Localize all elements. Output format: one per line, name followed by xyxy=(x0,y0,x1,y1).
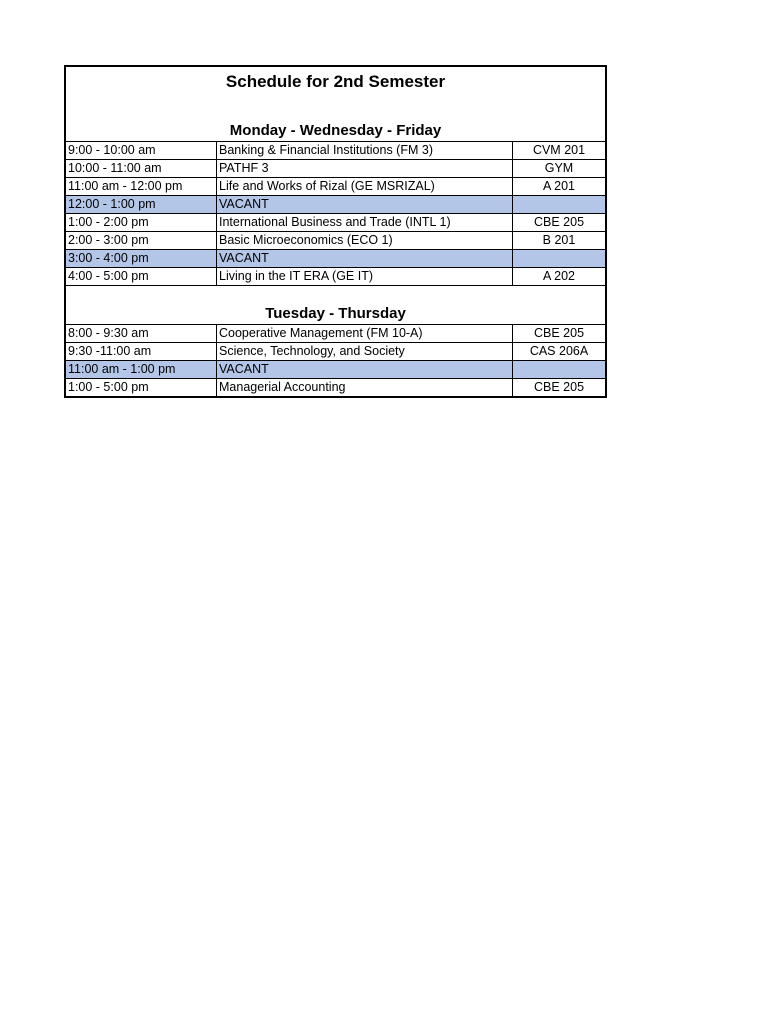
section-gap xyxy=(66,285,605,324)
room-cell xyxy=(513,250,606,268)
time-cell: 1:00 - 2:00 pm xyxy=(66,214,217,232)
room-cell: CAS 206A xyxy=(513,343,606,361)
time-cell: 10:00 - 11:00 am xyxy=(66,160,217,178)
schedule-table-tth xyxy=(66,324,605,396)
subject-cell: VACANT xyxy=(217,361,513,379)
time-cell: 1:00 - 5:00 pm xyxy=(66,379,217,397)
table-row-vacant xyxy=(66,361,605,379)
schedule-sheet xyxy=(64,65,607,398)
table-row xyxy=(66,379,605,397)
time-cell: 12:00 - 1:00 pm xyxy=(66,196,217,214)
table-row xyxy=(66,325,605,343)
subject-cell: VACANT xyxy=(217,250,513,268)
subject-cell: Living in the IT ERA (GE IT) xyxy=(217,268,513,286)
table-row xyxy=(66,343,605,361)
subject-cell: Basic Microeconomics (ECO 1) xyxy=(217,232,513,250)
time-cell: 2:00 - 3:00 pm xyxy=(66,232,217,250)
subject-cell: Science, Technology, and Society xyxy=(217,343,513,361)
subject-cell: Life and Works of Rizal (GE MSRIZAL) xyxy=(217,178,513,196)
room-cell xyxy=(513,361,606,379)
subject-cell: Managerial Accounting xyxy=(217,379,513,397)
schedule-table-mwf xyxy=(66,141,605,285)
schedule-table-body xyxy=(66,325,605,397)
subject-cell: PATHF 3 xyxy=(217,160,513,178)
table-row xyxy=(66,160,605,178)
room-cell: GYM xyxy=(513,160,606,178)
table-row xyxy=(66,142,605,160)
room-cell: A 202 xyxy=(513,268,606,286)
time-cell: 3:00 - 4:00 pm xyxy=(66,250,217,268)
table-row xyxy=(66,232,605,250)
time-cell: 9:30 -11:00 am xyxy=(66,343,217,361)
subject-cell: VACANT xyxy=(217,196,513,214)
room-cell: CBE 205 xyxy=(513,325,606,343)
section-heading-tth: Tuesday - Thursday xyxy=(265,305,406,322)
table-row-vacant xyxy=(66,250,605,268)
table-row-vacant xyxy=(66,196,605,214)
time-cell: 4:00 - 5:00 pm xyxy=(66,268,217,286)
room-cell: CVM 201 xyxy=(513,142,606,160)
time-cell: 8:00 - 9:30 am xyxy=(66,325,217,343)
room-cell: CBE 205 xyxy=(513,214,606,232)
time-cell: 11:00 am - 12:00 pm xyxy=(66,178,217,196)
page-title: Schedule for 2nd Semester xyxy=(225,72,446,91)
table-row xyxy=(66,268,605,286)
table-row xyxy=(66,178,605,196)
title-block xyxy=(66,67,605,141)
room-cell: A 201 xyxy=(513,178,606,196)
room-cell xyxy=(513,196,606,214)
subject-cell: Banking & Financial Institutions (FM 3) xyxy=(217,142,513,160)
schedule-table-body xyxy=(66,142,605,286)
room-cell: CBE 205 xyxy=(513,379,606,397)
time-cell: 9:00 - 10:00 am xyxy=(66,142,217,160)
section-heading-mwf: Monday - Wednesday - Friday xyxy=(229,122,442,139)
time-cell: 11:00 am - 1:00 pm xyxy=(66,361,217,379)
table-row xyxy=(66,214,605,232)
subject-cell: International Business and Trade (INTL 1) xyxy=(217,214,513,232)
room-cell: B 201 xyxy=(513,232,606,250)
subject-cell: Cooperative Management (FM 10-A) xyxy=(217,325,513,343)
